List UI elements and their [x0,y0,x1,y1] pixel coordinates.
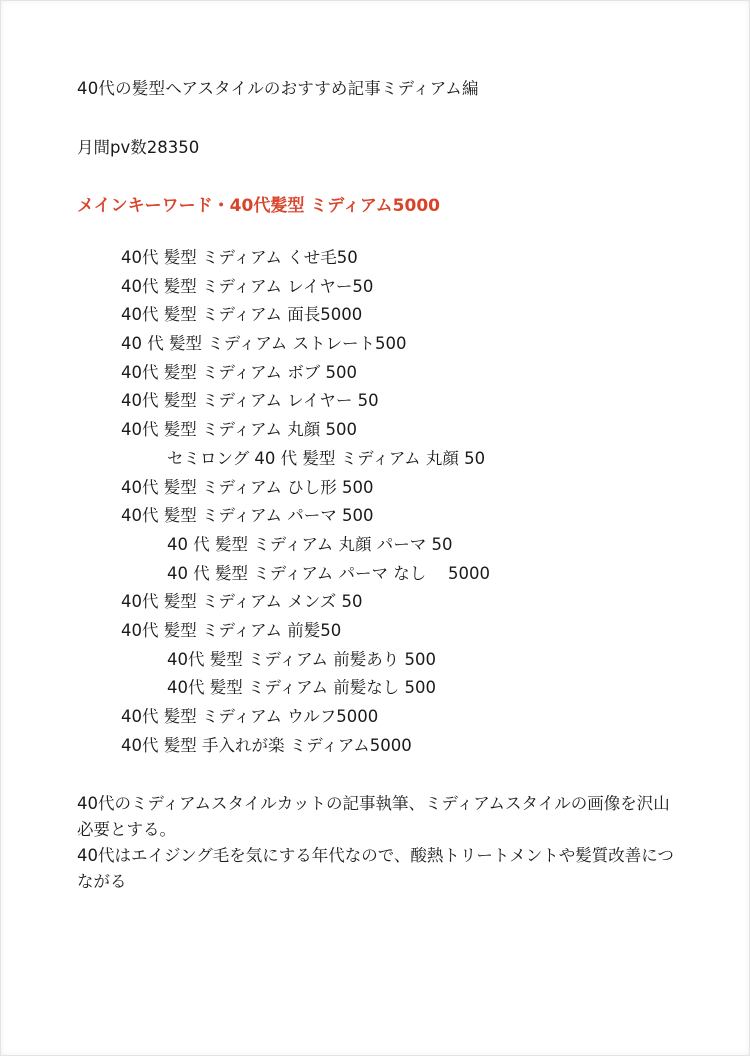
keyword-item: 40代 髪型 ミディアム ひし形 500 [121,477,374,497]
keyword-item: 40代 髪型 ミディアム 丸顔 500 [121,420,357,440]
keyword-item: 40代 髪型 ミディアム ボブ 500 [121,362,357,382]
keyword-item: 40代 髪型 ミディアム メンズ 50 [121,592,363,612]
keyword-item: 40代 髪型 ミディアム パーマ 500 [121,506,374,526]
sub-keyword-item: セミロング 40 代 髪型 ミディアム 丸顔 50 [167,448,486,468]
main-keyword: メインキーワード・40代髪型 ミディアム5000 [77,196,440,216]
document-title: 40代の髪型ヘアスタイルのおすすめ記事ミディアム編 [77,79,479,98]
sub-keyword-item: 40代 髪型 ミディアム 前髪あり 500 [167,649,436,669]
sub-keyword-item: 40代 髪型 ミディアム 前髪なし 500 [167,678,436,698]
body-paragraph: 40代はエイジング毛を気にする年代なので、酸熱トリートメントや髪質改善につながる [77,846,674,891]
keyword-item: 40代 髪型 ミディアム 前髪50 [121,620,342,640]
keyword-item: 40代 髪型 ミディアム ウルフ5000 [121,707,379,726]
keyword-item: 40 代 髪型 ミディアム ストレート500 [121,334,407,354]
keyword-item: 40代 髪型 ミディアム レイヤー50 [121,276,374,296]
sub-keyword-item: 40 代 髪型 ミディアム 丸顔 パーマ 50 [167,534,453,554]
sub-keyword-item: 40 代 髪型 ミディアム パーマ なし 5000 [167,563,490,583]
monthly-pv: 月間pv数28350 [77,138,200,157]
body-text [77,791,677,895]
keyword-item: 40代 髪型 ミディアム レイヤー 50 [121,391,379,411]
keyword-list [1,244,490,760]
keyword-item: 40代 髪型 手入れが楽 ミディアム5000 [121,735,412,755]
body-paragraph: 40代のミディアムスタイルカットの記事執筆、ミディアムスタイルの画像を沢山必要とする。 [77,794,670,839]
keyword-item: 40代 髪型 ミディアム 面長5000 [121,305,363,325]
keyword-item: 40代 髪型 ミディアム くせ毛50 [121,248,358,267]
